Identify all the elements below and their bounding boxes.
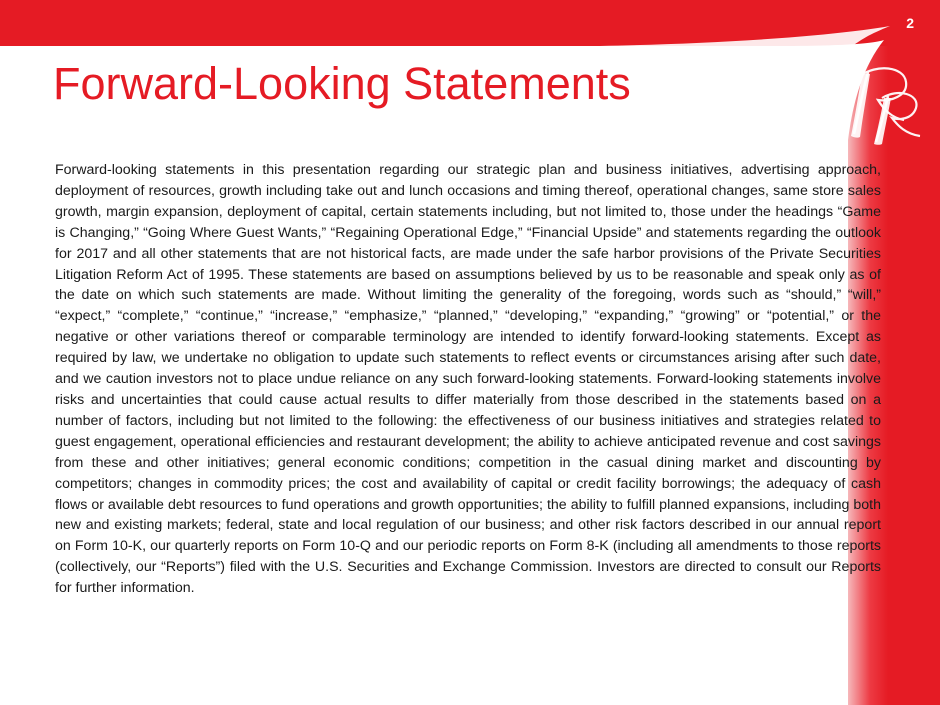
page-number: 2 — [906, 15, 914, 31]
page-title: Forward-Looking Statements — [53, 58, 631, 109]
rr-monogram-logo-icon — [846, 58, 928, 148]
forward-looking-statement-text: Forward-looking statements in this presentation regarding our strategic plan and business initiatives, advertising approach, deployment of resources, growth including take out and lunch occasions and timing thereof, operational changes, same store sales growth, margin expansion, deployment of capital, certain statements including, but not limited to, those under the headings “Game is Changing,” “Going Where Guest Wants,” “Regaining Operational Edge,” “Financial Upside” and statements regarding the outlook for 2017 and all other statements that are not historical facts, are made under the safe harbor provisions of the Private Securities Litigation Reform Act of 1995. These statements are based on assumptions believed by us to be reasonable and speak only as of the date on which such statements are made. Without limiting the generality of the foregoing, words such as “should,” “will,” “expect,” “complete,” “continue,” “increase,” “emphasize,” “planned,” “developing,” “expanding,” “growing” or “potential,” or the negative or other variations thereof or comparable terminology are intended to identify forward-looking statements. Except as required by law, we undertake no obligation to update such statements to reflect events or circumstances arising after such date, and we caution investors not to place undue reliance on any such forward-looking statements. Forward-looking statements involve risks and uncertainties that could cause actual results to differ materially from those described in the statements based on a number of factors, including but not limited to the following: the effectiveness of our business initiatives and strategies related to guest engagement, operational efficiencies and restaurant development; the ability to achieve anticipated revenue and cost savings from these and other initiatives; general economic conditions; competition in the casual dining market and discounting by competitors; changes in commodity prices; the cost and availability of capital or credit facility borrowings; the adequacy of cash flows or available debt resources to fund operations and growth opportunities; the ability to fulfill planned expansions, including both new and existing markets; federal, state and local regulation of our business; and other risk factors described in our annual report on Form 10-K, our quarterly reports on Form 10-Q and our periodic reports on Form 8-K (including all amendments to those reports (collectively, our “Reports”) filed with the U.S. Securities and Exchange Commission. Investors are directed to consult our Reports for further information. — [55, 162, 881, 597]
